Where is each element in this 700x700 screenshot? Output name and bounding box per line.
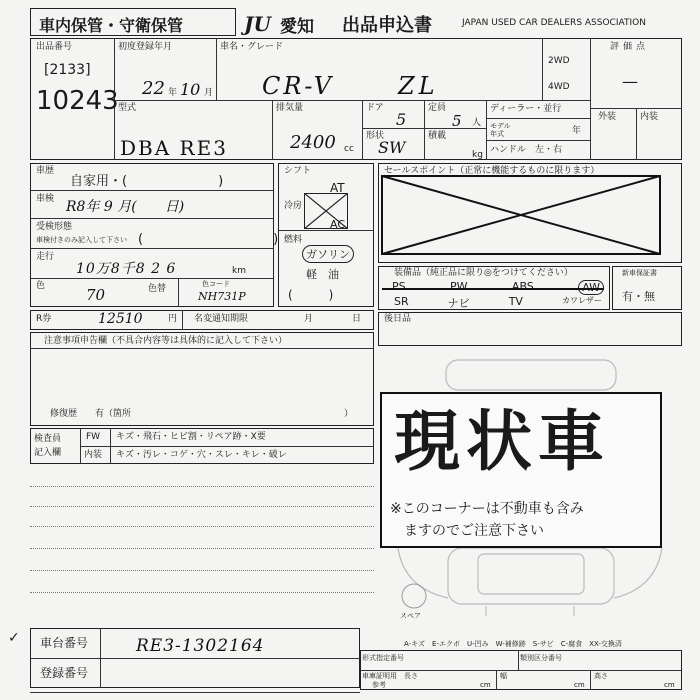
history-label: 車歴 [36, 166, 55, 176]
ac-label: 冷房 [284, 201, 303, 211]
r-label: R券 [36, 314, 52, 324]
car-name: CR-V [262, 72, 335, 100]
acceptance-note: 車検付きのみ記入して下さい [36, 236, 127, 244]
height-label: 高さ [594, 672, 608, 680]
first-reg-year: 22 [142, 78, 165, 99]
warranty-label: 新車保証書 [622, 269, 657, 277]
shape-label: 形状 [366, 131, 385, 141]
km-unit: km [232, 266, 246, 276]
storage-note: 車内保管・守衛保管 [39, 16, 184, 35]
first-reg-month: 10 [180, 80, 201, 99]
deadline-month: 月 [304, 314, 314, 324]
load-label: 積載 [428, 131, 447, 141]
model-year-label: モデル 年式 [490, 122, 511, 138]
color-code-label: 色コード [202, 280, 230, 288]
kg-unit: kg [472, 150, 483, 160]
lot-number: 10243 [36, 86, 119, 116]
dealer-label: ディーラー・並行 [490, 104, 562, 114]
displacement-label: 排気量 [276, 103, 304, 113]
equip-pw: PW [450, 280, 468, 293]
color-code-value: NH731P [198, 290, 246, 303]
r-value: 12510 [98, 311, 143, 327]
history-value: 自家用・( ) [70, 174, 224, 189]
ju-logo: JU [244, 12, 271, 36]
acceptance-value: ( ) [138, 232, 279, 247]
deadline-label: 名変通知期限 [194, 314, 249, 324]
cc-unit: cc [344, 144, 354, 154]
chassis-label: 車台番号 [40, 636, 89, 650]
fuel-label: 燃料 [284, 235, 303, 245]
org-name: 愛知 [280, 17, 314, 37]
rating-interior: 内装 [640, 112, 659, 122]
length-label: 長さ [404, 672, 418, 680]
shift-ac: AC [330, 218, 346, 231]
length-cm: cm [480, 681, 491, 689]
shift-at: AT [330, 181, 345, 195]
width-label: 幅 [500, 672, 507, 680]
inspection-value: R8年 9 月( 日) [66, 199, 185, 215]
spare-tire-icon [402, 584, 426, 608]
mileage-value: 10万8千8 2 6 [76, 261, 177, 277]
damage-legend: A-キズ E-エクボ U-凹み W-補修跡 S-サビ C-腐食 XX-交換済 [404, 640, 622, 648]
color-label: 色 [36, 281, 46, 291]
equip-ps: PS [392, 280, 406, 293]
stamp-note-1: ※このコーナーは不動車も含み [390, 501, 584, 517]
first-reg-label: 初度登録年月 [118, 42, 173, 52]
year-unit: 年 [168, 88, 178, 98]
handle-label: ハンドル 左・右 [490, 145, 563, 155]
shift-label: シフト [284, 166, 312, 176]
capacity-label: 定員 [428, 103, 447, 113]
lot-bracket-number: [2133] [44, 62, 91, 78]
color-change-label: 色替 [148, 284, 167, 294]
capacity-value: 5 [452, 112, 462, 130]
equip-aw: AW [578, 280, 604, 295]
height-cm: cm [664, 681, 675, 689]
chassis-value: RE3-1302164 [136, 636, 265, 656]
inspector-label: 検査員 記入欄 [34, 434, 62, 458]
warranty-value: 有・無 [622, 290, 655, 303]
drive-4wd: 4WD [548, 82, 570, 92]
deadline-day: 日 [352, 314, 362, 324]
fw-items: キズ・飛石・ヒビ割・リペア跡・X要 [116, 432, 266, 442]
fuel-gas: ガソリン [302, 245, 354, 263]
repair-label: 修復歴 有（箇所 [50, 409, 132, 419]
lot-number-label: 出品番号 [36, 42, 73, 52]
after-label: 後日品 [384, 314, 412, 324]
model-year-unit: 年 [572, 126, 582, 136]
equipment-label: 装備品（純正品に限り◎をつけてください） [394, 268, 573, 278]
after-items-block [378, 312, 682, 346]
org-en: JAPAN USED CAR DEALERS ASSOCIATION [462, 18, 646, 28]
fuel-other: ( ) [288, 288, 334, 302]
storage-note-box [30, 8, 236, 36]
color-value: 70 [86, 286, 106, 304]
acceptance-label: 受検形態 [36, 222, 73, 232]
car-name-label: 車名・グレード [220, 42, 284, 52]
rating-label: 評価点 [610, 42, 650, 52]
width-cm: cm [574, 681, 585, 689]
equipment-row2 [394, 295, 602, 311]
margin-mark: ✓ [8, 630, 20, 646]
form-title: 出品申込書 [342, 15, 432, 36]
model-label: 型式 [118, 103, 137, 113]
capacity-unit: 人 [472, 118, 482, 128]
car-grade: ZL [398, 72, 439, 100]
sales-point-cross-icon [378, 174, 682, 263]
shape-value: SW [378, 138, 406, 157]
in-items: キズ・汚レ・コゲ・穴・スレ・キレ・破レ [116, 450, 287, 460]
drive-2wd: 2WD [548, 56, 570, 66]
stamp-title: 現状車 [394, 403, 610, 480]
doors-label: ドア [366, 103, 384, 113]
yen-unit: 円 [168, 314, 178, 324]
spare-label: スペア [400, 612, 421, 620]
as-is-stamp [380, 392, 662, 548]
rating-exterior: 外装 [598, 112, 617, 122]
class-number-label: 類別区分番号 [520, 654, 562, 662]
equip-navi: ナビ [447, 297, 470, 310]
in-label: 内装 [84, 450, 103, 460]
form-number-label: 形式指定番号 [362, 654, 404, 662]
equip-sr: SR [394, 295, 409, 308]
stamp-note-2: ますのでご注意下さい [404, 523, 544, 539]
inspection-label: 車検 [36, 194, 55, 204]
displacement-value: 2400 [290, 132, 336, 153]
mileage-label: 走行 [36, 252, 55, 262]
model-value: DBA RE3 [120, 136, 228, 160]
equip-tv: TV [508, 295, 523, 308]
doors-value: 5 [396, 110, 407, 129]
sales-point-label: セールスポイント（正常に機能するものに限ります） [384, 166, 600, 176]
fw-label: FW [86, 432, 101, 442]
repair-close: ） [344, 409, 354, 419]
equip-leather: カワレザー [561, 296, 602, 305]
notes-label: 注意事項申告欄（不具合内容等は具体的に記入して下さい） [44, 336, 288, 346]
ref-label: 参考 [372, 681, 386, 689]
equip-abs: ABS [511, 280, 534, 293]
reg-label: 登録番号 [40, 666, 89, 680]
rating-value: — [622, 72, 638, 91]
cert-label: 車庫証明用 [362, 672, 397, 680]
fuel-light: 軽 油 [306, 268, 339, 281]
month-unit: 月 [204, 88, 214, 98]
